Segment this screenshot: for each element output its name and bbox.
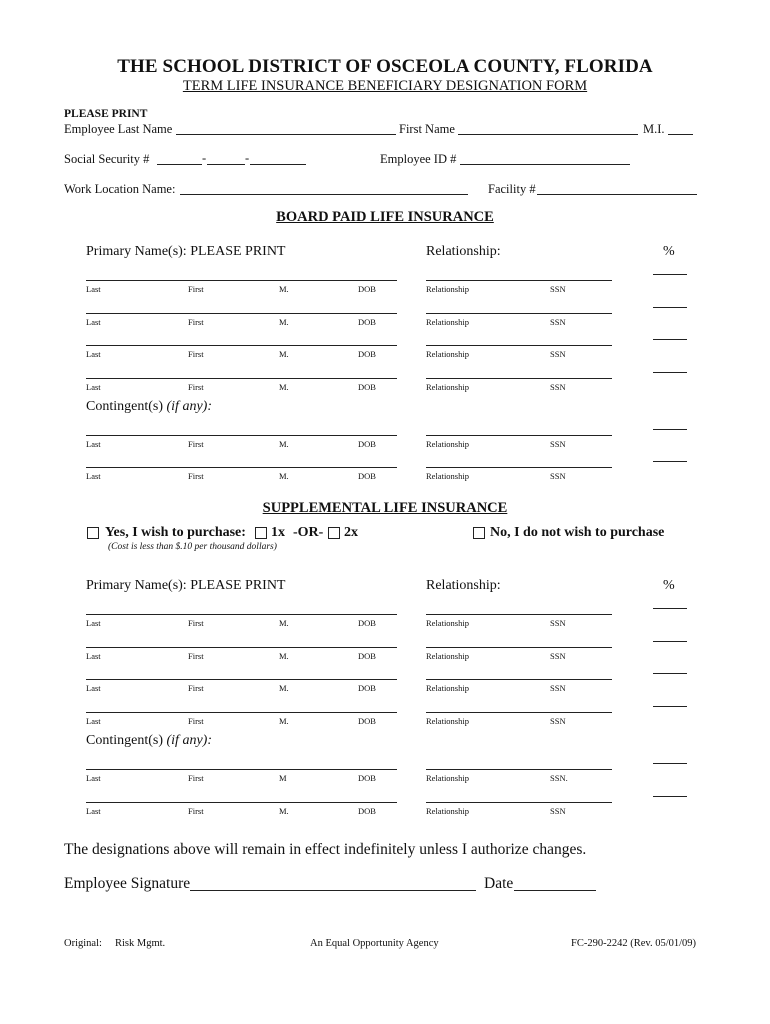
beneficiary-percent-field[interactable] xyxy=(653,608,687,609)
last-caption: Last xyxy=(86,317,101,327)
first-caption: First xyxy=(188,716,204,726)
employee-id-label: Employee ID # xyxy=(380,152,457,166)
last-caption: Last xyxy=(86,806,101,816)
relationship-caption: Relationship xyxy=(426,683,469,693)
relationship-caption: Relationship xyxy=(426,651,469,661)
beneficiary-relationship-field[interactable] xyxy=(426,378,612,379)
first-caption: First xyxy=(188,349,204,359)
mi-caption: M. xyxy=(279,471,289,481)
beneficiary-percent-field[interactable] xyxy=(653,763,687,764)
dob-caption: DOB xyxy=(358,471,376,481)
beneficiary-percent-field[interactable] xyxy=(653,461,687,462)
dob-caption: DOB xyxy=(358,651,376,661)
beneficiary-name-field[interactable] xyxy=(86,647,397,648)
dob-caption: DOB xyxy=(358,349,376,359)
beneficiary-relationship-field[interactable] xyxy=(426,313,612,314)
footer-equal-opportunity: An Equal Opportunity Agency xyxy=(310,938,439,949)
designation-statement: The designations above will remain in effect indefinitely unless I authorize changes. xyxy=(64,841,587,858)
beneficiary-relationship-field[interactable] xyxy=(426,647,612,648)
relationship-caption: Relationship xyxy=(426,773,469,783)
beneficiary-name-field[interactable] xyxy=(86,802,397,803)
yes-purchase-label: Yes, I wish to purchase: xyxy=(105,525,246,540)
ssn-caption: SSN xyxy=(550,806,566,816)
ssn-caption: SSN xyxy=(550,382,566,392)
mi-caption: M xyxy=(279,773,287,783)
beneficiary-relationship-field[interactable] xyxy=(426,614,612,615)
ssn-caption: SSN xyxy=(550,651,566,661)
dob-caption: DOB xyxy=(358,382,376,392)
employee-last-name-field[interactable] xyxy=(176,134,396,135)
signature-label: Employee Signature xyxy=(64,875,191,892)
mi-caption: M. xyxy=(279,349,289,359)
relationship-caption: Relationship xyxy=(426,349,469,359)
ssn-caption: SSN xyxy=(550,439,566,449)
ssn-part1-field[interactable] xyxy=(157,164,202,165)
beneficiary-relationship-field[interactable] xyxy=(426,712,612,713)
last-caption: Last xyxy=(86,439,101,449)
first-caption: First xyxy=(188,439,204,449)
mi-caption: M. xyxy=(279,683,289,693)
board-contingent-suffix: (if any): xyxy=(166,399,212,414)
relationship-caption: Relationship xyxy=(426,618,469,628)
mi-field[interactable] xyxy=(668,134,693,135)
board-relationship-label: Relationship: xyxy=(426,244,501,259)
beneficiary-name-field[interactable] xyxy=(86,467,397,468)
ssn-caption: SSN xyxy=(550,284,566,294)
mi-caption: M. xyxy=(279,716,289,726)
footer-form-number: FC-290-2242 (Rev. 05/01/09) xyxy=(571,938,697,949)
first-caption: First xyxy=(188,284,204,294)
facility-field[interactable] xyxy=(537,194,697,195)
date-field[interactable] xyxy=(514,890,596,891)
first-caption: First xyxy=(188,651,204,661)
relationship-caption: Relationship xyxy=(426,284,469,294)
ssn-part2-field[interactable] xyxy=(207,164,245,165)
yes-purchase-checkbox[interactable] xyxy=(87,527,99,539)
please-print-label: PLEASE PRINT xyxy=(64,108,148,120)
dob-caption: DOB xyxy=(358,773,376,783)
beneficiary-percent-field[interactable] xyxy=(653,274,687,275)
board-paid-heading: BOARD PAID LIFE INSURANCE xyxy=(276,209,494,225)
relationship-caption: Relationship xyxy=(426,382,469,392)
no-purchase-checkbox[interactable] xyxy=(473,527,485,539)
beneficiary-name-field[interactable] xyxy=(86,614,397,615)
ssn-caption: SSN xyxy=(550,716,566,726)
first-name-label: First Name xyxy=(399,122,455,136)
or-label: -OR- xyxy=(293,525,324,540)
beneficiary-relationship-field[interactable] xyxy=(426,679,612,680)
no-purchase-label: No, I do not wish to purchase xyxy=(490,525,665,540)
supp-contingent-label xyxy=(86,733,212,749)
beneficiary-percent-field[interactable] xyxy=(653,796,687,797)
relationship-caption: Relationship xyxy=(426,471,469,481)
ssn-caption: SSN xyxy=(550,317,566,327)
dob-caption: DOB xyxy=(358,683,376,693)
mi-caption: M. xyxy=(279,284,289,294)
beneficiary-percent-field[interactable] xyxy=(653,339,687,340)
supp-contingent-suffix: (if any): xyxy=(166,733,212,748)
dob-caption: DOB xyxy=(358,439,376,449)
ssn-separator-2: - xyxy=(245,151,250,165)
last-caption: Last xyxy=(86,471,101,481)
last-caption: Last xyxy=(86,618,101,628)
footer-original-label: Original: xyxy=(64,938,102,949)
beneficiary-name-field[interactable] xyxy=(86,313,397,314)
mi-caption: M. xyxy=(279,382,289,392)
beneficiary-relationship-field[interactable] xyxy=(426,280,612,281)
beneficiary-percent-field[interactable] xyxy=(653,641,687,642)
ssn-caption: SSN xyxy=(550,471,566,481)
work-location-label: Work Location Name: xyxy=(64,182,176,196)
last-caption: Last xyxy=(86,773,101,783)
last-caption: Last xyxy=(86,651,101,661)
beneficiary-percent-field[interactable] xyxy=(653,706,687,707)
board-primary-label: Primary Name(s): PLEASE PRINT xyxy=(86,244,286,259)
first-caption: First xyxy=(188,806,204,816)
form-subtitle: TERM LIFE INSURANCE BENEFICIARY DESIGNATION FORM xyxy=(182,78,588,94)
relationship-caption: Relationship xyxy=(426,439,469,449)
form-title: THE SCHOOL DISTRICT OF OSCEOLA COUNTY, FLORIDA xyxy=(117,56,653,77)
mi-label: M.I. xyxy=(643,122,665,136)
last-caption: Last xyxy=(86,284,101,294)
ssn-caption: SSN xyxy=(550,618,566,628)
beneficiary-percent-field[interactable] xyxy=(653,372,687,373)
first-caption: First xyxy=(188,773,204,783)
last-caption: Last xyxy=(86,716,101,726)
ssn-part3-field[interactable] xyxy=(250,164,306,165)
option-2x-label: 2x xyxy=(344,525,358,540)
beneficiary-percent-field[interactable] xyxy=(653,429,687,430)
last-caption: Last xyxy=(86,683,101,693)
dob-caption: DOB xyxy=(358,716,376,726)
board-contingent-text: Contingent(s) xyxy=(86,399,163,414)
facility-label: Facility # xyxy=(488,182,536,196)
beneficiary-relationship-field[interactable] xyxy=(426,769,612,770)
beneficiary-relationship-field[interactable] xyxy=(426,467,612,468)
option-1x-label: 1x xyxy=(271,525,285,540)
relationship-caption: Relationship xyxy=(426,317,469,327)
beneficiary-name-field[interactable] xyxy=(86,378,397,379)
relationship-caption: Relationship xyxy=(426,806,469,816)
beneficiary-name-field[interactable] xyxy=(86,280,397,281)
ssn-separator-1: - xyxy=(202,151,207,165)
date-label: Date xyxy=(484,875,514,892)
beneficiary-relationship-field[interactable] xyxy=(426,345,612,346)
beneficiary-name-field[interactable] xyxy=(86,345,397,346)
first-caption: First xyxy=(188,471,204,481)
supp-relationship-label: Relationship: xyxy=(426,578,501,593)
beneficiary-name-field[interactable] xyxy=(86,435,397,436)
supplemental-heading: SUPPLEMENTAL LIFE INSURANCE xyxy=(262,500,508,516)
dob-caption: DOB xyxy=(358,284,376,294)
board-contingent-label xyxy=(86,399,212,415)
relationship-caption: Relationship xyxy=(426,716,469,726)
mi-caption: M. xyxy=(279,618,289,628)
beneficiary-name-field[interactable] xyxy=(86,712,397,713)
ssn-caption: SSN xyxy=(550,349,566,359)
beneficiary-relationship-field[interactable] xyxy=(426,435,612,436)
mi-caption: M. xyxy=(279,651,289,661)
first-caption: First xyxy=(188,382,204,392)
signature-field[interactable] xyxy=(190,890,476,891)
ssn-caption: SSN. xyxy=(550,773,568,783)
mi-caption: M. xyxy=(279,439,289,449)
mi-caption: M. xyxy=(279,317,289,327)
dob-caption: DOB xyxy=(358,806,376,816)
beneficiary-name-field[interactable] xyxy=(86,769,397,770)
ssn-label: Social Security # xyxy=(64,152,150,166)
dob-caption: DOB xyxy=(358,618,376,628)
last-caption: Last xyxy=(86,349,101,359)
beneficiary-percent-field[interactable] xyxy=(653,673,687,674)
beneficiary-relationship-field[interactable] xyxy=(426,802,612,803)
mi-caption: M. xyxy=(279,806,289,816)
employee-id-field[interactable] xyxy=(460,164,630,165)
first-name-field[interactable] xyxy=(458,134,638,135)
employee-last-name-label: Employee Last Name xyxy=(64,122,173,136)
dob-caption: DOB xyxy=(358,317,376,327)
beneficiary-percent-field[interactable] xyxy=(653,307,687,308)
board-percent-label: % xyxy=(663,244,675,259)
first-caption: First xyxy=(188,618,204,628)
first-caption: First xyxy=(188,683,204,693)
supp-percent-label: % xyxy=(663,578,675,593)
option-1x-checkbox[interactable] xyxy=(255,527,267,539)
footer-dept: Risk Mgmt. xyxy=(115,938,166,949)
cost-note: (Cost is less than $.10 per thousand dollars) xyxy=(108,542,277,552)
option-2x-checkbox[interactable] xyxy=(328,527,340,539)
supp-primary-label: Primary Name(s): PLEASE PRINT xyxy=(86,578,286,593)
ssn-caption: SSN xyxy=(550,683,566,693)
supp-contingent-text: Contingent(s) xyxy=(86,733,163,748)
last-caption: Last xyxy=(86,382,101,392)
work-location-field[interactable] xyxy=(180,194,468,195)
beneficiary-name-field[interactable] xyxy=(86,679,397,680)
first-caption: First xyxy=(188,317,204,327)
